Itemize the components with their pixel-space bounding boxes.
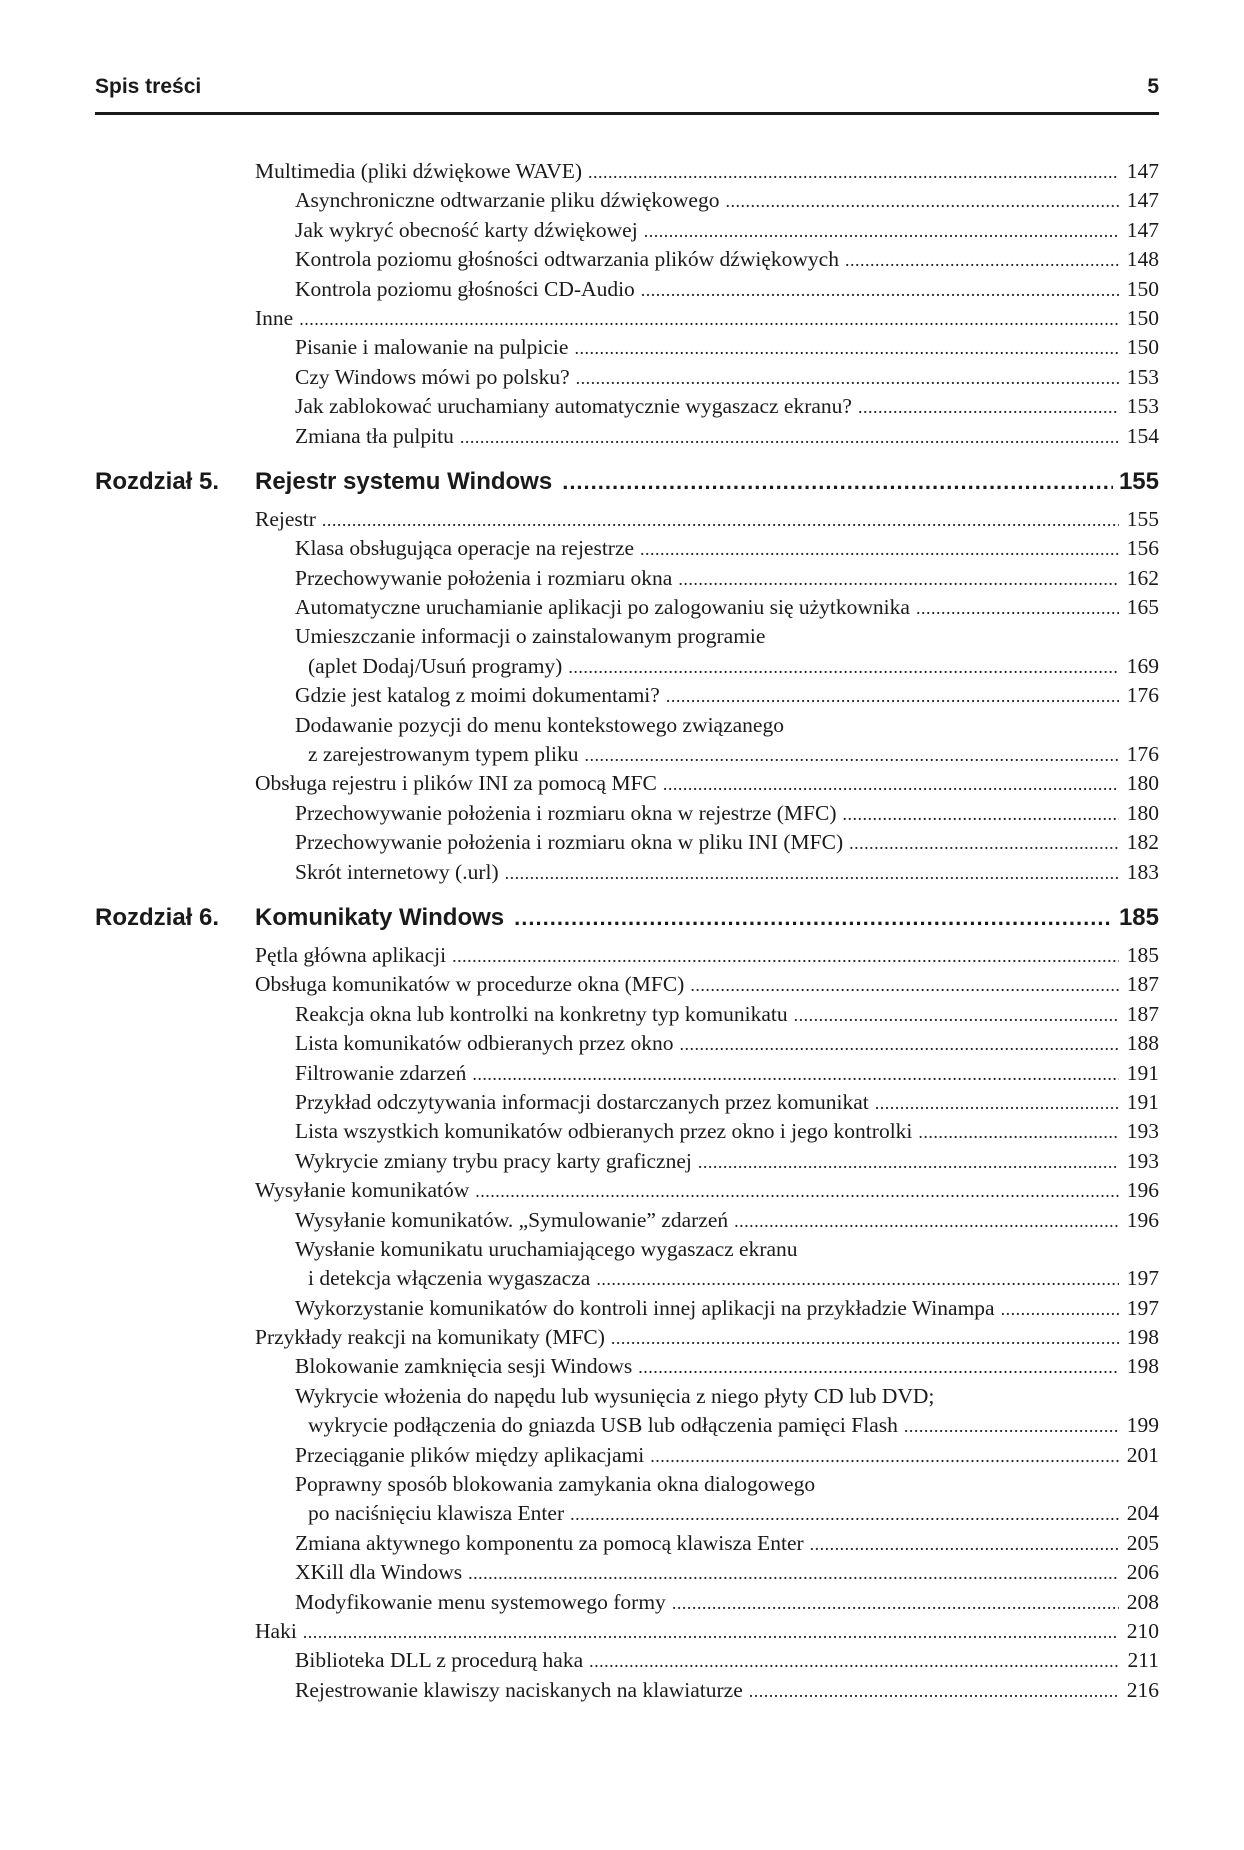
toc-entry-title: Obsługa komunikatów w procedurze okna (MFC) (255, 972, 685, 997)
toc-entry-page: 216 (1126, 1677, 1159, 1702)
toc-entry-title: Dodawanie pozycji do menu kontekstowego związanego (295, 712, 784, 737)
chapter-number: Rozdział 5. (95, 467, 220, 495)
running-header (95, 72, 1159, 115)
dot-leader (843, 800, 1120, 829)
toc-entry-title: Pisanie i malowanie na pulpicie (295, 335, 569, 360)
toc-entry-page: 187 (1126, 1001, 1159, 1026)
toc-entry-title: Lista wszystkich komunikatów odbieranych przez okno i jego kontrolki (295, 1119, 913, 1144)
toc-entry (95, 1176, 1159, 1205)
toc-entry (95, 1617, 1159, 1646)
dot-leader (904, 1412, 1119, 1441)
dot-leader (611, 1324, 1119, 1353)
header-section-title: Spis treści (95, 75, 202, 98)
toc-entry-title: Rejestrowanie klawiszy naciskanych na klawiaturze (295, 1677, 743, 1702)
toc-entry-page: 176 (1126, 683, 1159, 708)
toc-entry-page: 153 (1126, 364, 1159, 389)
toc-entry (95, 1147, 1159, 1176)
toc-entry (95, 216, 1159, 245)
toc-entry-page: 196 (1126, 1178, 1159, 1203)
toc-entry-title: Wysyłanie komunikatów (255, 1178, 470, 1203)
toc-entry (95, 422, 1159, 451)
toc-entry (95, 1441, 1159, 1470)
toc-entry (95, 363, 1159, 392)
toc-entry-page: 150 (1126, 335, 1159, 360)
toc-entry-title: XKill dla Windows (295, 1560, 463, 1585)
toc-entry (95, 333, 1159, 362)
toc-entry-title: Lista komunikatów odbieranych przez okno (295, 1031, 674, 1056)
toc-entry-title: Przeciąganie plików między aplikacjami (295, 1442, 645, 1467)
toc-entry-page: 191 (1126, 1089, 1159, 1114)
dot-leader (734, 1207, 1119, 1236)
toc-entry (95, 564, 1159, 593)
toc-entry (95, 740, 1159, 769)
toc-entry (95, 157, 1159, 186)
dot-leader (460, 423, 1119, 452)
toc-entry-title: Przykład odczytywania informacji dostarczanych przez komunikat (295, 1089, 869, 1114)
dot-leader (650, 1442, 1119, 1471)
toc-entry (95, 970, 1159, 999)
toc-entry-page: 187 (1126, 972, 1159, 997)
dot-leader (588, 158, 1119, 187)
toc-entry-page: 211 (1127, 1648, 1159, 1673)
toc-entry-page: 180 (1126, 800, 1159, 825)
dot-leader (725, 187, 1119, 216)
toc-entry (95, 392, 1159, 421)
toc-entry-page: 188 (1126, 1031, 1159, 1056)
toc-entry-title: Wykrycie zmiany trybu pracy karty graficznej (295, 1148, 692, 1173)
toc-entry (95, 1588, 1159, 1617)
dot-leader (1001, 1295, 1119, 1324)
dot-leader (749, 1677, 1119, 1706)
dot-leader (468, 1559, 1119, 1588)
toc-entry-title: Wysyłanie komunikatów. „Symulowanie” zdarzeń (295, 1207, 729, 1232)
toc-entry-title: po naciśnięciu klawisza Enter (308, 1501, 565, 1526)
chapter-heading (95, 459, 1159, 505)
toc-entry (95, 1646, 1159, 1675)
toc-entry (95, 858, 1159, 887)
toc-entry-title: i detekcja włączenia wygaszacza (308, 1266, 591, 1291)
dot-leader (845, 246, 1119, 275)
toc-entry-page: 185 (1126, 942, 1159, 967)
toc-entry-page: 169 (1126, 653, 1159, 678)
dot-leader (475, 1177, 1119, 1206)
dot-leader (918, 1118, 1119, 1147)
dot-leader (472, 1060, 1119, 1089)
toc-entry-page: 147 (1126, 159, 1159, 183)
dot-leader (576, 364, 1119, 393)
toc-entry (95, 769, 1159, 798)
toc-entry-page: 193 (1126, 1148, 1159, 1173)
dot-leader (666, 682, 1119, 711)
toc-entry-continued (95, 622, 1159, 651)
toc-entry (95, 1206, 1159, 1235)
dot-leader (514, 901, 1113, 935)
toc-entry-title: Rejestr (255, 506, 316, 531)
toc-entry-title: Obsługa rejestru i plików INI za pomocą MFC (255, 771, 657, 796)
toc-entry-title: Przykłady reakcji na komunikaty (MFC) (255, 1325, 605, 1350)
toc-entry-title: (aplet Dodaj/Usuń programy) (308, 653, 563, 678)
dot-leader (589, 1647, 1119, 1676)
dot-leader (640, 535, 1119, 564)
toc-entry-title: Gdzie jest katalog z moimi dokumentami? (295, 683, 660, 708)
toc-entry-title: z zarejestrowanym typem pliku (308, 742, 579, 767)
dot-leader (644, 217, 1119, 246)
toc-entry-page: 191 (1126, 1060, 1159, 1085)
toc-entry-page: 150 (1126, 305, 1159, 330)
toc-entry-title: Wykrycie włożenia do napędu lub wysunięcia z niego płyty CD lub DVD; (295, 1383, 935, 1408)
toc-entry-title: Jak wykryć obecność karty dźwiękowej (295, 217, 638, 242)
toc-entry (95, 245, 1159, 274)
toc-entry (95, 1294, 1159, 1323)
dot-leader (875, 1089, 1119, 1118)
toc-entry-page: 198 (1126, 1354, 1159, 1379)
chapter-title: Komunikaty Windows (255, 903, 505, 931)
toc-entry-page: 196 (1126, 1207, 1159, 1232)
toc-entry-page: 193 (1126, 1119, 1159, 1144)
toc-entry-page: 155 (1126, 506, 1159, 531)
toc-entry-page: 148 (1126, 247, 1159, 272)
toc-entry (95, 186, 1159, 215)
dot-leader (505, 859, 1119, 888)
toc-entry (95, 799, 1159, 828)
toc-entry (95, 1558, 1159, 1587)
toc-entry-title: Przechowywanie położenia i rozmiaru okna w pliku INI (MFC) (295, 830, 844, 855)
chapter-title: Rejestr systemu Windows (255, 467, 553, 495)
toc-entry (95, 1059, 1159, 1088)
toc-entry-title: Multimedia (pliki dźwiękowe WAVE) (255, 159, 583, 183)
toc-entry-title: Asynchroniczne odtwarzanie pliku dźwiękowego (295, 188, 720, 213)
dot-leader (663, 770, 1119, 799)
toc-entry-title: Kontrola poziomu głośności odtwarzania plików dźwiękowych (295, 247, 839, 272)
toc-entry-page: 162 (1126, 565, 1159, 590)
toc-entry-page: 206 (1126, 1560, 1159, 1585)
chapter-page: 155 (1118, 467, 1159, 495)
toc-entry-page: 182 (1126, 830, 1159, 855)
dot-leader (849, 829, 1119, 858)
dot-leader (690, 971, 1119, 1000)
chapter-number: Rozdział 6. (95, 903, 220, 931)
toc-entry (95, 1411, 1159, 1440)
toc-entry-page: 147 (1126, 217, 1159, 242)
toc-entry (95, 534, 1159, 563)
dot-leader (574, 334, 1119, 363)
toc-entry-title: Haki (255, 1618, 297, 1643)
toc-entry (95, 652, 1159, 681)
dot-leader (638, 1353, 1119, 1382)
dot-leader (672, 1589, 1119, 1618)
toc-entry (95, 1676, 1159, 1705)
dot-leader (562, 465, 1113, 499)
toc-entry (95, 304, 1159, 333)
toc-entry-continued (95, 1382, 1159, 1411)
toc-entry-continued (95, 1235, 1159, 1264)
dot-leader (794, 1001, 1119, 1030)
toc-entry-page: 210 (1126, 1618, 1159, 1643)
dot-leader (698, 1148, 1119, 1177)
toc-entry-title: wykrycie podłączenia do gniazda USB lub odłączenia pamięci Flash (308, 1413, 898, 1438)
toc-entry-title: Modyfikowanie menu systemowego formy (295, 1589, 666, 1614)
toc-entry-page: 150 (1126, 276, 1159, 301)
dot-leader (452, 942, 1119, 971)
toc-entry-page: 204 (1126, 1501, 1159, 1526)
toc-entry-page: 154 (1126, 423, 1159, 448)
dot-leader (641, 276, 1119, 305)
toc-entry (95, 1088, 1159, 1117)
chapter-page: 185 (1118, 903, 1159, 931)
toc-entry (95, 1529, 1159, 1558)
toc-entry-page: 201 (1126, 1442, 1159, 1467)
toc-entry (95, 941, 1159, 970)
toc-entry-title: Klasa obsługująca operacje na rejestrze (295, 536, 635, 561)
toc-entry-continued (95, 1470, 1159, 1499)
toc-entry-title: Pętla główna aplikacji (255, 942, 447, 967)
toc-entry-page: 197 (1126, 1266, 1159, 1291)
toc-entry (95, 593, 1159, 622)
toc-entry-title: Biblioteka DLL z procedurą haka (295, 1648, 584, 1673)
dot-leader (303, 1618, 1119, 1647)
toc-entry-title: Zmiana aktywnego komponentu za pomocą klawisza Enter (295, 1530, 804, 1555)
toc-entry-title: Umieszczanie informacji o zainstalowanym programie (295, 624, 766, 649)
toc-entry-continued (95, 711, 1159, 740)
toc-entry-title: Automatyczne uruchamianie aplikacji po zalogowaniu się użytkownika (295, 595, 910, 620)
toc-entry (95, 1499, 1159, 1528)
toc-entry-title: Wysłanie komunikatu uruchamiającego wygaszacz ekranu (295, 1236, 798, 1261)
toc-entry (95, 1352, 1159, 1381)
dot-leader (916, 594, 1119, 623)
toc-entry (95, 828, 1159, 857)
toc-entry-title: Inne (255, 305, 294, 330)
toc-entry (95, 1000, 1159, 1029)
dot-leader (596, 1265, 1119, 1294)
toc-entry-title: Przechowywanie położenia i rozmiaru okna w rejestrze (MFC) (295, 800, 837, 825)
toc-entry-page: 197 (1126, 1295, 1159, 1320)
dot-leader (858, 393, 1119, 422)
toc-entry-title: Poprawny sposób blokowania zamykania okna dialogowego (295, 1472, 816, 1497)
toc-entry (95, 1264, 1159, 1293)
toc-entry-page: 180 (1126, 771, 1159, 796)
toc-entry-title: Przechowywanie położenia i rozmiaru okna (295, 565, 673, 590)
toc-entry-page: 183 (1126, 859, 1159, 884)
toc-entry (95, 681, 1159, 710)
toc-entry (95, 1117, 1159, 1146)
toc-entry-page: 153 (1126, 394, 1159, 419)
toc-entry-title: Reakcja okna lub kontrolki na konkretny typ komunikatu (295, 1001, 788, 1026)
dot-leader (680, 1030, 1119, 1059)
toc-entry-page: 165 (1126, 595, 1159, 620)
dot-leader (810, 1530, 1119, 1559)
table-of-contents (95, 157, 1159, 1705)
toc-entry-title: Wykorzystanie komunikatów do kontroli innej aplikacji na przykładzie Winampa (295, 1295, 995, 1320)
toc-entry-title: Zmiana tła pulpitu (295, 423, 454, 448)
toc-entry (95, 1029, 1159, 1058)
toc-entry-title: Czy Windows mówi po polsku? (295, 364, 570, 389)
dot-leader (322, 506, 1119, 535)
toc-entry-title: Filtrowanie zdarzeń (295, 1060, 467, 1085)
dot-leader (584, 741, 1119, 770)
toc-entry-title: Jak zablokować uruchamiany automatycznie wygaszacz ekranu? (295, 394, 852, 419)
chapter-heading (95, 895, 1159, 941)
toc-entry-page: 156 (1126, 536, 1159, 561)
toc-entry-page: 198 (1126, 1325, 1159, 1350)
toc-entry (95, 1323, 1159, 1352)
dot-leader (678, 565, 1119, 594)
toc-entry (95, 275, 1159, 304)
dot-leader (299, 305, 1119, 334)
toc-entry-page: 199 (1126, 1413, 1159, 1438)
toc-entry-title: Kontrola poziomu głośności CD-Audio (295, 276, 635, 301)
dot-leader (570, 1500, 1119, 1529)
toc-entry-title: Blokowanie zamknięcia sesji Windows (295, 1354, 633, 1379)
toc-entry (95, 505, 1159, 534)
toc-entry-page: 208 (1126, 1589, 1159, 1614)
dot-leader (568, 653, 1119, 682)
toc-entry-title: Skrót internetowy (.url) (295, 859, 499, 884)
toc-entry-page: 147 (1126, 188, 1159, 213)
header-page-number: 5 (1147, 75, 1159, 98)
toc-entry-page: 205 (1126, 1530, 1159, 1555)
toc-entry-page: 176 (1126, 742, 1159, 767)
